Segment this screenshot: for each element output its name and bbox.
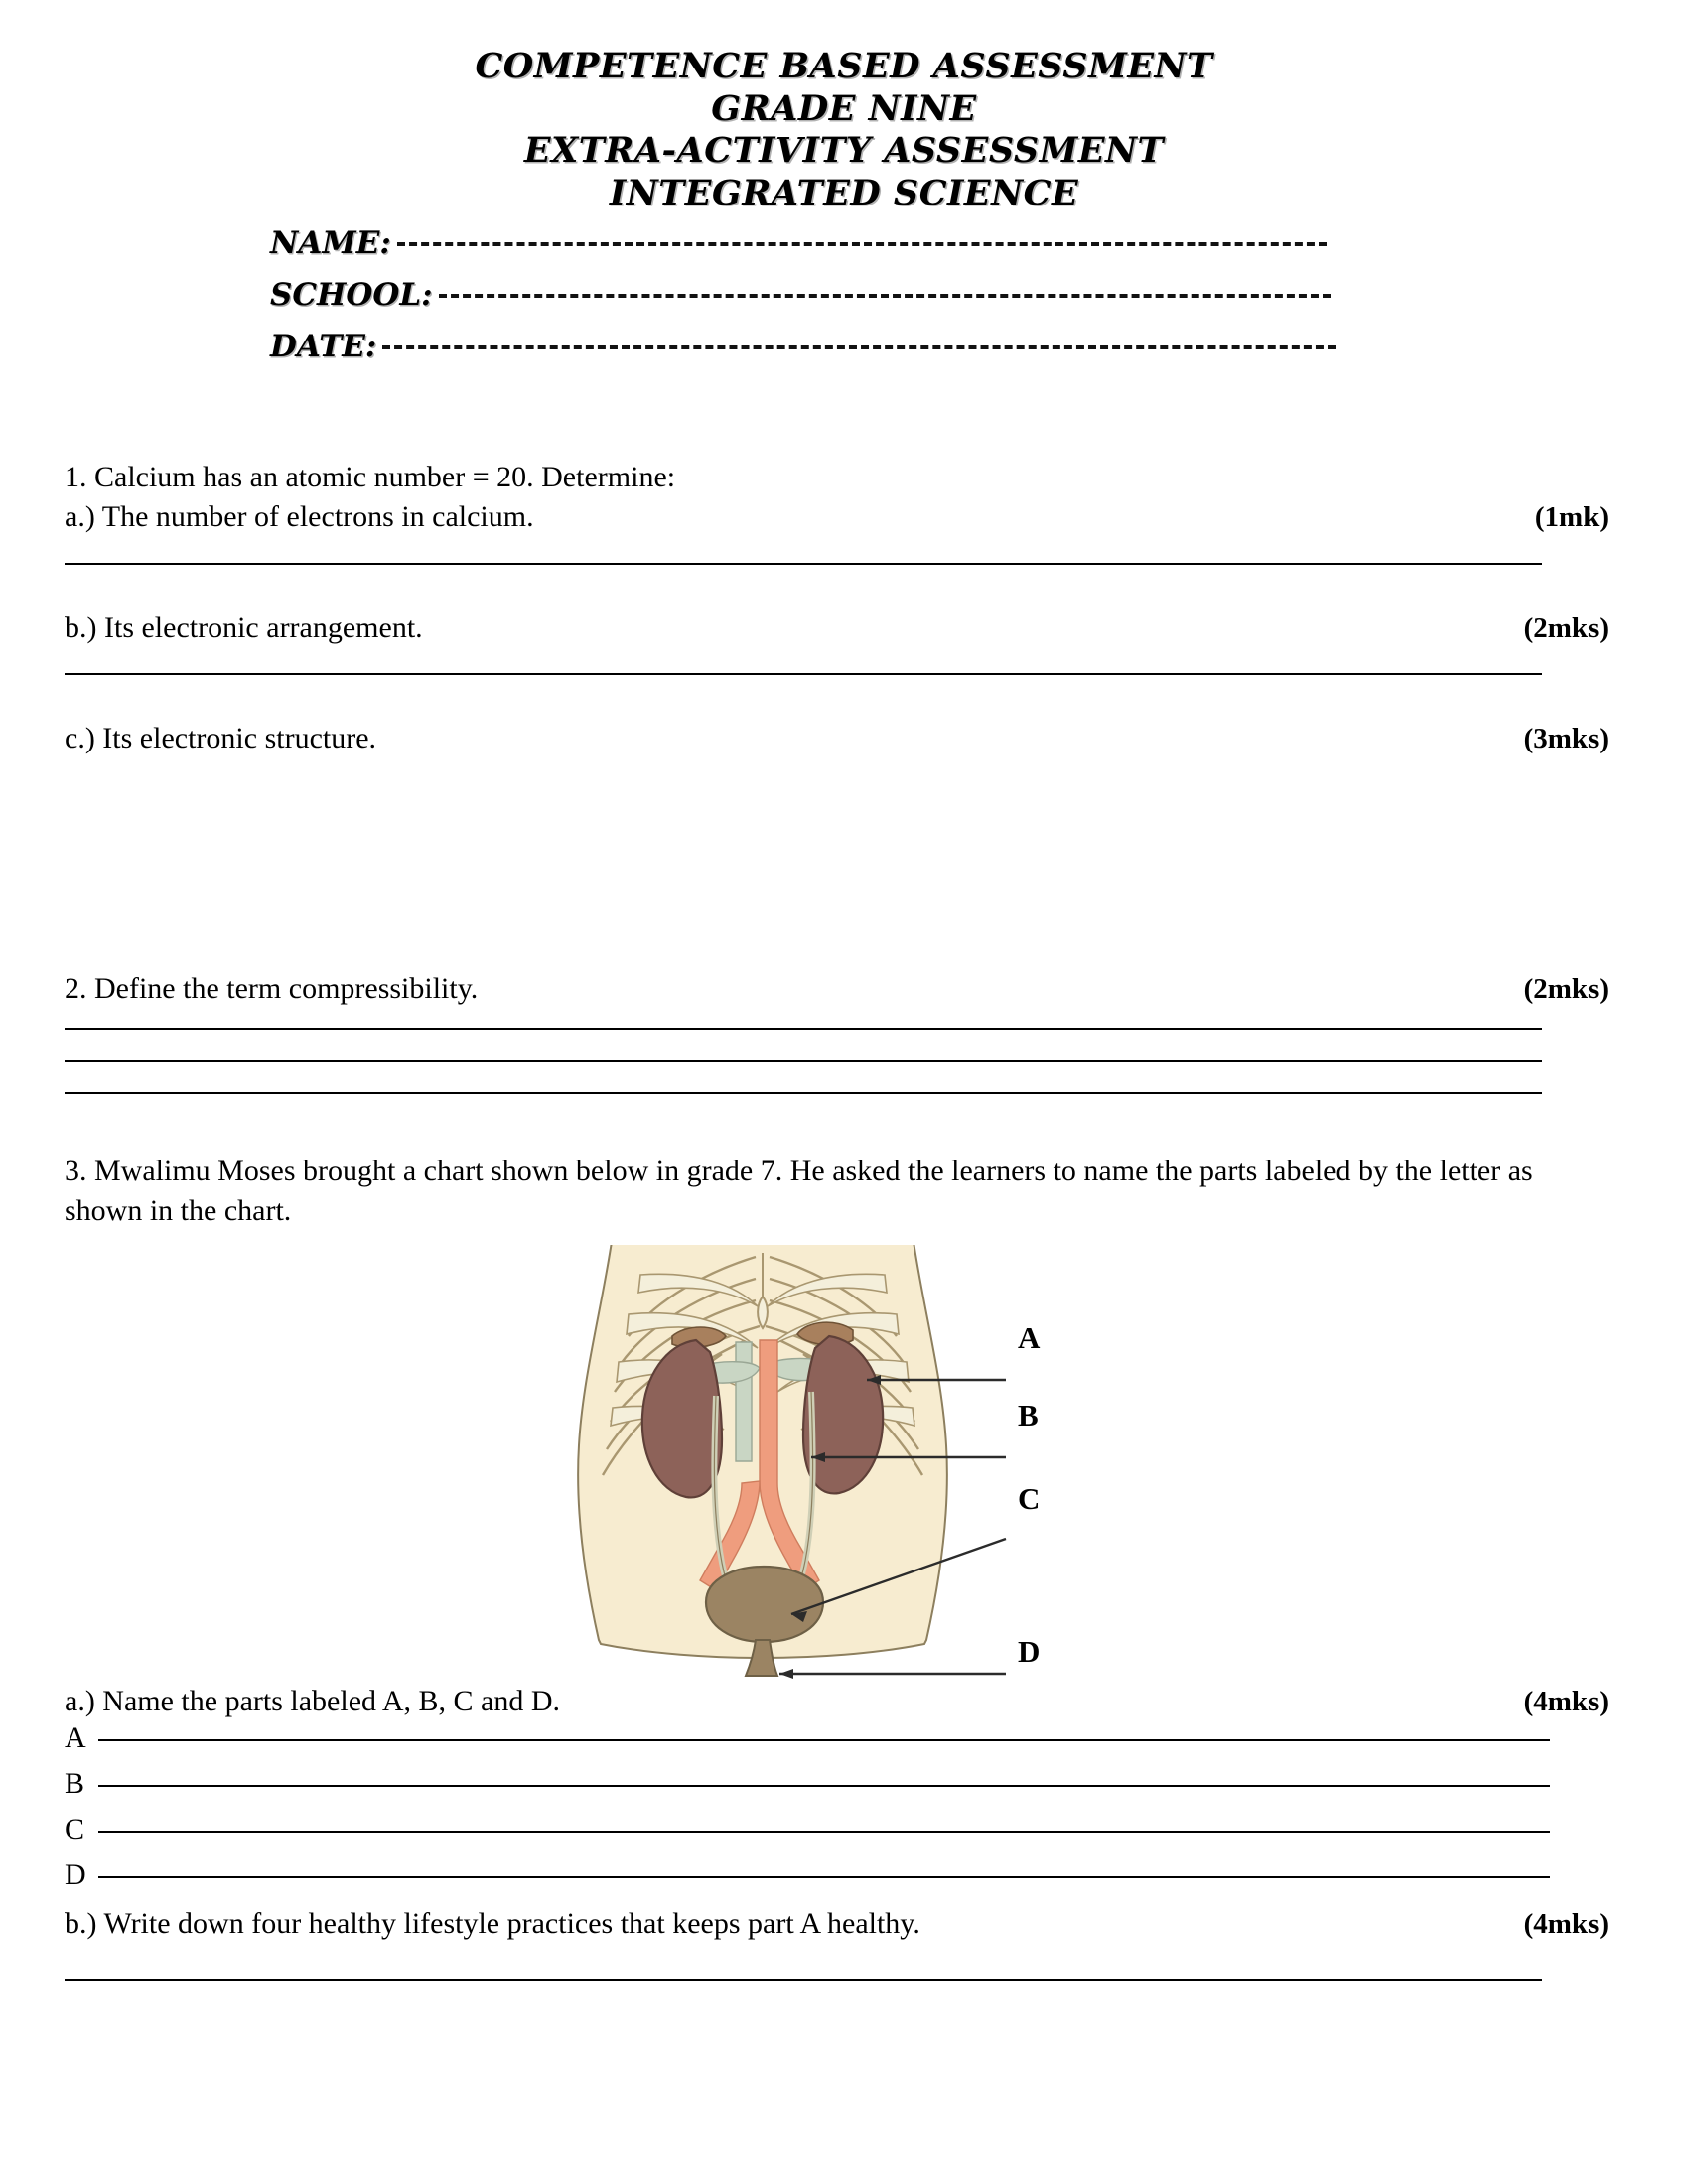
answer-line-c[interactable] — [98, 1831, 1550, 1833]
school-field-blank[interactable] — [439, 294, 1331, 298]
question-1a-text: a.) The number of electrons in calcium. — [65, 499, 534, 533]
inferior-vena-cava — [736, 1342, 752, 1461]
name-field-label: NAME: — [270, 224, 391, 261]
answer-line-b[interactable] — [98, 1785, 1550, 1787]
question-body — [0, 458, 1688, 1981]
date-field-row — [270, 327, 1688, 378]
answer-letter-d: D — [65, 1857, 86, 1891]
figure-label-c: C — [1018, 1480, 1041, 1516]
school-field-label: SCHOOL: — [270, 276, 433, 313]
question-1c-working-space[interactable] — [65, 758, 1609, 969]
urinary-system-svg — [462, 1245, 1117, 1682]
question-1b-marks: (2mks) — [1523, 612, 1609, 644]
question-3a-marks: (4mks) — [1523, 1685, 1609, 1717]
name-field-row — [270, 223, 1688, 275]
answer-letter-a: A — [65, 1720, 86, 1754]
question-2-row — [65, 969, 1609, 1009]
candidate-fields — [0, 223, 1688, 378]
question-3-stem: 3. Mwalimu Moses brought a chart shown below in grade 7. He asked the learners to name the parts labeled by the letter as shown in the chart. — [65, 1155, 1533, 1228]
urinary-bladder — [706, 1567, 823, 1642]
document-header — [0, 0, 1688, 215]
question-1c-text: c.) Its electronic structure. — [65, 722, 377, 755]
question-1b-row — [65, 609, 1609, 648]
answer-row-c — [65, 1813, 1609, 1858]
date-field-blank[interactable] — [382, 345, 1336, 349]
question-1b-text: b.) Its electronic arrangement. — [65, 611, 423, 644]
question-3b-row — [65, 1904, 1609, 1944]
question-3a-row — [65, 1682, 1609, 1721]
question-1a-row — [65, 497, 1609, 537]
figure-label-a: A — [1018, 1319, 1041, 1355]
figure-label-d: D — [1018, 1633, 1041, 1669]
answer-letter-c: C — [65, 1812, 85, 1845]
answer-row-b — [65, 1767, 1609, 1813]
question-1a-marks: (1mk) — [1534, 500, 1609, 533]
header-title-line-3: EXTRA-ACTIVITY ASSESSMENT — [523, 130, 1165, 172]
figure-label-b: B — [1018, 1397, 1039, 1433]
question-1c-row — [65, 719, 1609, 758]
answer-line-d[interactable] — [98, 1876, 1550, 1878]
question-1c-marks: (3mks) — [1523, 723, 1609, 755]
header-title-line-2: GRADE NINE — [711, 87, 977, 129]
question-3b-text: b.) Write down four healthy lifestyle practices that keeps part A healthy. — [65, 1906, 920, 1940]
header-title-line-1: COMPETENCE BASED ASSESSMENT — [475, 46, 1213, 86]
school-field-row — [270, 275, 1688, 327]
date-field-label: DATE: — [270, 328, 377, 364]
answer-line-a[interactable] — [98, 1739, 1550, 1741]
question-1-stem: 1. Calcium has an atomic number = 20. Determine: — [65, 460, 676, 493]
question-3b-answer-line-1[interactable] — [65, 1979, 1542, 1981]
answer-row-a — [65, 1721, 1609, 1767]
question-3b-marks: (4mks) — [1523, 1907, 1609, 1940]
leader-arrow-d — [779, 1669, 793, 1679]
name-field-blank[interactable] — [397, 242, 1327, 246]
question-2-marks: (2mks) — [1523, 973, 1609, 1006]
header-title-line-4: INTEGRATED SCIENCE — [609, 173, 1079, 214]
answer-row-d — [65, 1858, 1609, 1904]
answer-letter-b: B — [65, 1766, 85, 1800]
question-3a-text: a.) Name the parts labeled A, B, C and D. — [65, 1684, 561, 1717]
urinary-system-figure — [65, 1245, 1609, 1682]
question-2-text: 2. Define the term compressibility. — [65, 972, 479, 1006]
